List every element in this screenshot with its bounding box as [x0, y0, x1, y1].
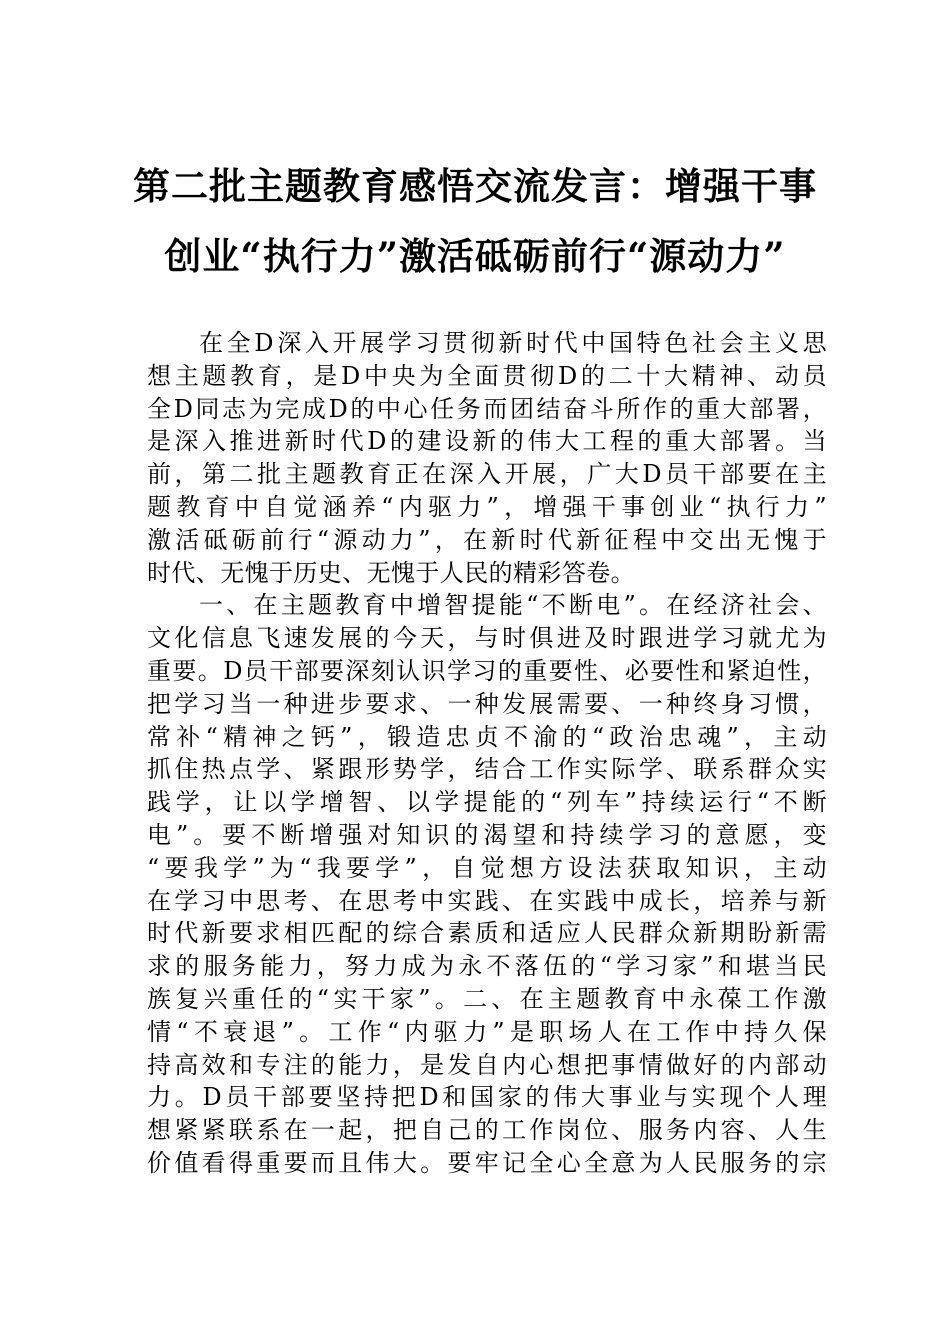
body-line: 求的服务能力，努力成为永不落伍的“学习家”和堪当民: [147, 952, 827, 981]
body-line: 在全D深入开展学习贯彻新时代中国特色社会主义思: [199, 329, 827, 357]
body-line: 持高效和专注的能力，是发自内心想把事情做好的内部动: [147, 1050, 827, 1079]
body-line: 文化信息飞速发展的今天，与时俱进及时跟进学习就尤为: [147, 624, 827, 653]
document-title-line-1: 第二批主题教育感悟交流发言：增强干事: [133, 164, 817, 208]
body-line: 一、在主题教育中增智提能“不断电”。在经济社会、: [199, 591, 827, 620]
body-line: 激活砥砺前行“源动力”，在新时代新征程中交出无愧于: [147, 525, 827, 554]
body-line: 时代、无愧于历史、无愧于人民的精彩答卷。: [147, 558, 635, 587]
body-line: 把学习当一种进步要求、一种发展需要、一种终身习惯，: [147, 689, 827, 718]
body-line: 重要。D员干部要深刻认识学习的重要性、必要性和紧迫性，: [147, 657, 827, 685]
body-line: 力。D员干部要坚持把D和国家的伟大事业与实现个人理: [147, 1083, 827, 1112]
body-line: 价值看得重要而且伟大。要牢记全心全意为人民服务的宗: [147, 1149, 827, 1177]
body-line: 全D同志为完成D的中心任务而团结奋斗所作的重大部署，: [147, 394, 827, 423]
body-line: 践学，让以学增智、以学提能的“列车”持续运行“不断: [147, 788, 827, 817]
body-line: “要我学”为“我要学”，自觉想方设法获取知识，主动: [147, 853, 827, 882]
body-line: 想主题教育，是D中央为全面贯彻D的二十大精神、动员: [147, 361, 827, 390]
body-line: 抓住热点学、紧跟形势学，结合工作实际学、联系群众实: [147, 755, 827, 784]
body-line: 情“不衰退”。工作“内驱力”是职场人在工作中持久保: [147, 1017, 827, 1046]
body-line: 电”。要不断增强对知识的渴望和持续学习的意愿，变: [147, 821, 827, 849]
body-line: 族复兴重任的“实干家”。二、在主题教育中永葆工作激: [147, 985, 827, 1013]
document-title-line-2: 创业“执行力”激活砥砺前行“源动力”: [164, 234, 786, 278]
body-line: 题教育中自觉涵养“内驱力”，增强干事创业“执行力”: [147, 493, 827, 521]
body-line: 前，第二批主题教育正在深入开展，广大D员干部要在主: [147, 460, 827, 489]
body-line: 常补“精神之钙”，锻造忠贞不渝的“政治忠魂”，主动: [147, 722, 827, 751]
body-line: 时代新要求相匹配的综合素质和适应人民群众新期盼新需: [147, 919, 827, 948]
body-line: 在学习中思考、在思考中实践、在实践中成长，培养与新: [147, 886, 827, 915]
body-line: 想紧紧联系在一起，把自己的工作岗位、服务内容、人生: [147, 1116, 827, 1145]
body-line: 是深入推进新时代D的建设新的伟大工程的重大部署。当: [147, 427, 827, 456]
